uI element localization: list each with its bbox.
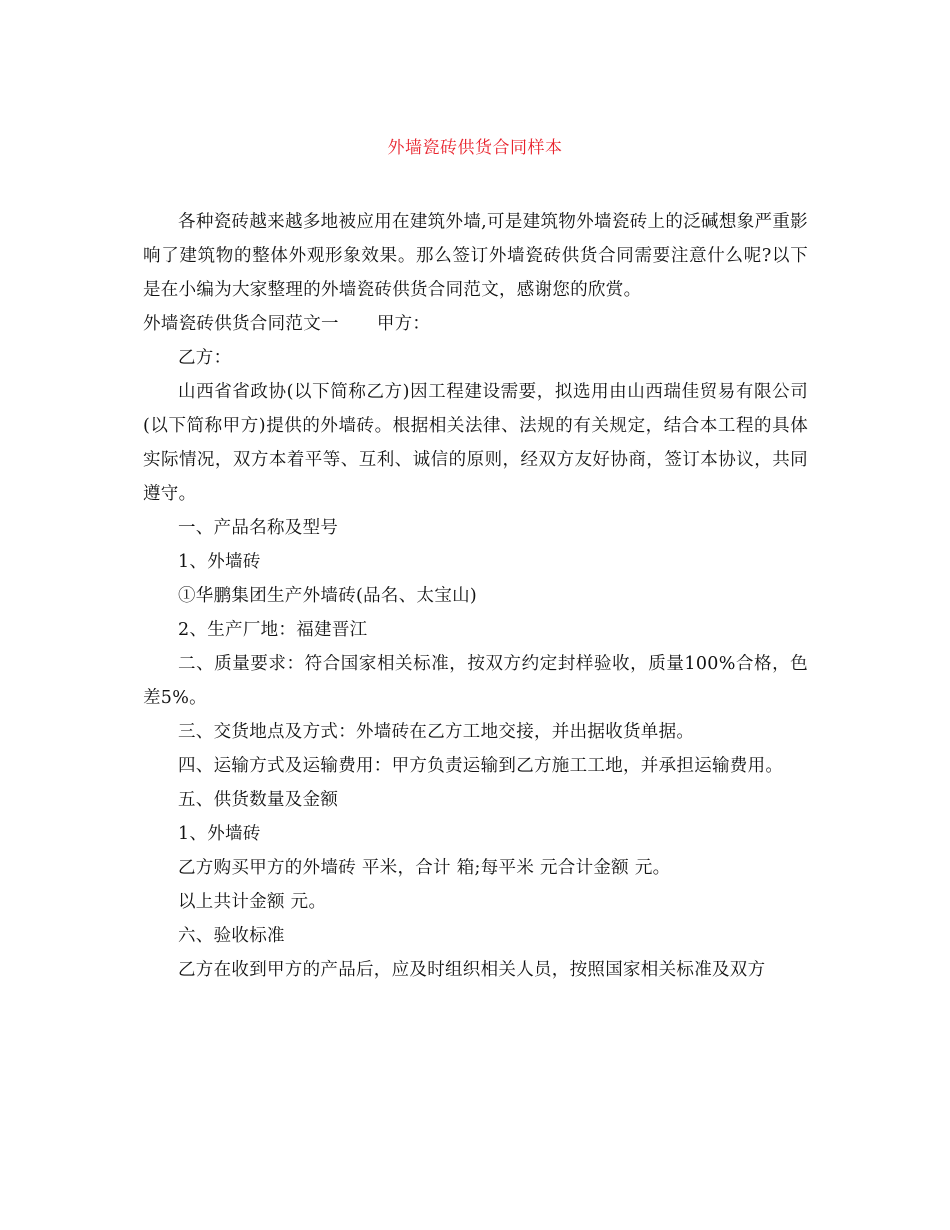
section-5-heading: 五、供货数量及金额	[178, 790, 339, 810]
section-6-acceptance: 乙方在收到甲方的产品后，应及时组织相关人员，按照国家相关标准及双方	[178, 960, 766, 980]
party-a-label: 甲方：	[376, 314, 431, 334]
document-title: 外墙瓷砖供货合同样本	[387, 138, 563, 158]
contract-heading-line	[143, 307, 808, 341]
section-1-heading: 一、产品名称及型号	[178, 518, 339, 538]
section-2-quality: 二、质量要求：符合国家相关标准，按双方约定封样验收，质量100%合格，色差5%。	[143, 654, 808, 708]
party-b-label: 乙方：	[178, 348, 232, 368]
section-3-delivery: 三、交货地点及方式：外墙砖在乙方工地交接，并出据收货单据。	[178, 722, 695, 742]
preamble-paragraph: 山西省省政协(以下简称乙方)因工程建设需要，拟选用由山西瑞佳贸易有限公司(以下简称甲方)提供的外墙砖。根据相关法律、法规的有关规定，结合本工程的具体实际情况，双方本着平等、互利、诚信的原则，经双方友好协商，签订本协议，共同遵守。	[143, 382, 808, 504]
section-5-item-1: 1、外墙砖	[178, 824, 261, 844]
contract-sample-title: 外墙瓷砖供货合同范文一	[143, 314, 339, 334]
section-1-item-1: 1、外墙砖	[178, 552, 261, 572]
section-1-item-2: 2、生产厂地：福建晋江	[178, 620, 368, 640]
document-body	[143, 205, 808, 987]
section-5-total: 以上共计金额 元。	[178, 892, 327, 912]
section-1-item-1-detail: ①华鹏集团生产外墙砖(品名、太宝山)	[178, 586, 478, 606]
intro-paragraph: 各种瓷砖越来越多地被应用在建筑外墙,可是建筑物外墙瓷砖上的泛碱想象严重影响了建筑物的整体外观形象效果。那么签订外墙瓷砖供货合同需要注意什么呢?以下是在小编为大家整理的外墙瓷砖供货合同范文，感谢您的欣赏。	[143, 212, 808, 300]
section-5-purchase: 乙方购买甲方的外墙砖 平米，合计 箱;每平米 元合计金额 元。	[178, 858, 671, 878]
section-6-heading: 六、验收标准	[178, 926, 285, 946]
section-4-transport: 四、运输方式及运输费用：甲方负责运输到乙方施工工地，并承担运输费用。	[178, 756, 784, 776]
